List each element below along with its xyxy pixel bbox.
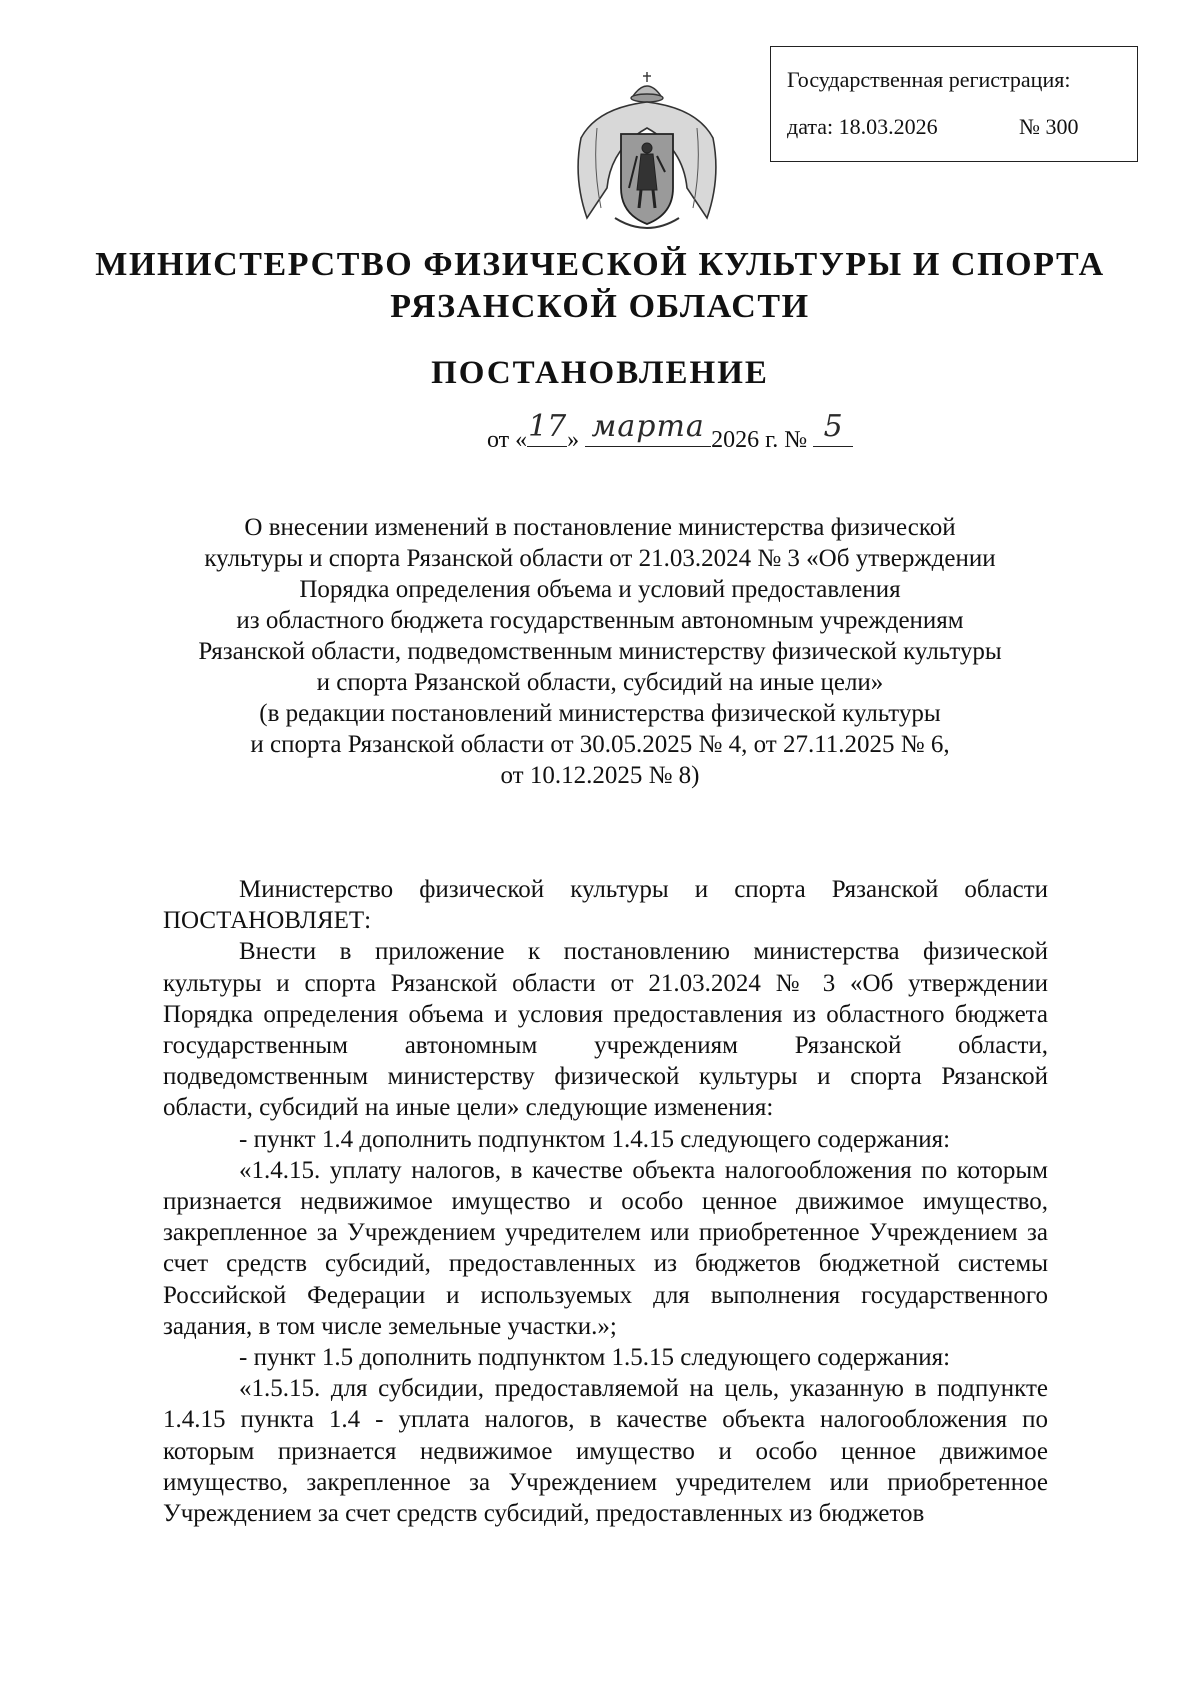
subject-line: (в редакции постановлений министерства физической культуры bbox=[259, 700, 941, 727]
subject-line: Порядка определения объема и условий предоставления bbox=[299, 576, 901, 603]
ministry-title bbox=[0, 244, 1200, 328]
day-field bbox=[527, 409, 567, 447]
subject-line: от 10.12.2025 № 8) bbox=[500, 762, 700, 789]
subject-line: из областного бюджета государственным автономным учреждениям bbox=[236, 607, 964, 634]
subject-line: и спорта Рязанской области от 30.05.2025 № 4, от 27.11.2025 № 6, bbox=[250, 731, 950, 758]
registration-number: № 300 bbox=[1019, 114, 1079, 139]
document-body bbox=[163, 874, 1048, 1529]
body-paragraph: Внести в приложение к постановлению министерства физической культуры и спорта Рязанской области от 21.03.2024 № 3 «Об утверждении Порядка определения объема и условия предоставления из областного бюджета государственным автономным учреждениям Рязанской области, подведомственным министерству физической культуры и спорта Рязанской области, субсидий на иные цели» следующие изменения: bbox=[163, 938, 1048, 1122]
registration-title: Государственная регистрация: bbox=[787, 67, 1071, 92]
coat-of-arms-emblem bbox=[567, 68, 727, 238]
body-paragraph: «1.4.15. уплату налогов, в качестве объекта налогообложения по которым признается недвижимое имущество и особо ценное движимое имущество, закрепленное за Учреждением учредителем или приобретенное Учреждением за счет средств субсидий, предоставленных из бюджетов бюджетной системы Российской Федерации и используемых для выполнения государственного задания, в том числе земельные участки.»; bbox=[163, 1156, 1048, 1340]
body-paragraph: - пункт 1.4 дополнить подпунктом 1.4.15 следующего содержания: bbox=[239, 1125, 951, 1153]
body-paragraph: «1.5.15. для субсидии, предоставляемой на цель, указанную в подпункте 1.4.15 пункта 1.4 - уплата налогов, в качестве объекта налогообложения по которым признается недвижимое имущество и особо ценное движимое имущество, закрепленное за Учреждением учредителем или приобретенное Учреждением за счет средств субсидий, предоставленных из бюджетов bbox=[163, 1375, 1048, 1528]
handwritten-day: 17 bbox=[528, 409, 567, 444]
date-prefix: от « bbox=[487, 427, 528, 453]
ministry-line-2: РЯЗАНСКОЙ ОБЛАСТИ bbox=[390, 288, 810, 325]
registration-box bbox=[770, 46, 1138, 162]
crown-icon bbox=[631, 72, 663, 102]
registration-date: дата: 18.03.2026 bbox=[787, 114, 938, 139]
subject-line: Рязанской области, подведомственным министерству физической культуры bbox=[198, 638, 1002, 665]
number-field bbox=[813, 409, 853, 447]
handwritten-number: 5 bbox=[823, 409, 843, 444]
date-year: 2026 г. № bbox=[711, 427, 808, 453]
ministry-line-1: МИНИСТЕРСТВО ФИЗИЧЕСКОЙ КУЛЬТУРЫ И СПОРТА bbox=[95, 246, 1105, 283]
subject-line: культуры и спорта Рязанской области от 21.03.2024 № 3 «Об утверждении bbox=[204, 545, 996, 572]
document-subject bbox=[150, 512, 1050, 791]
body-paragraph: - пункт 1.5 дополнить подпунктом 1.5.15 следующего содержания: bbox=[239, 1344, 951, 1372]
subject-line: и спорта Рязанской области, субсидий на иные цели» bbox=[316, 669, 884, 696]
body-paragraph: Министерство физической культуры и спорта Рязанской области ПОСТАНОВЛЯЕТ: bbox=[163, 876, 1048, 935]
subject-line: О внесении изменений в постановление министерства физической bbox=[244, 514, 956, 541]
handwritten-month: марта bbox=[591, 409, 705, 444]
month-field bbox=[585, 409, 711, 447]
date-mid: » bbox=[567, 427, 580, 453]
document-type: ПОСТАНОВЛЕНИЕ bbox=[431, 355, 769, 391]
date-line bbox=[487, 409, 853, 454]
